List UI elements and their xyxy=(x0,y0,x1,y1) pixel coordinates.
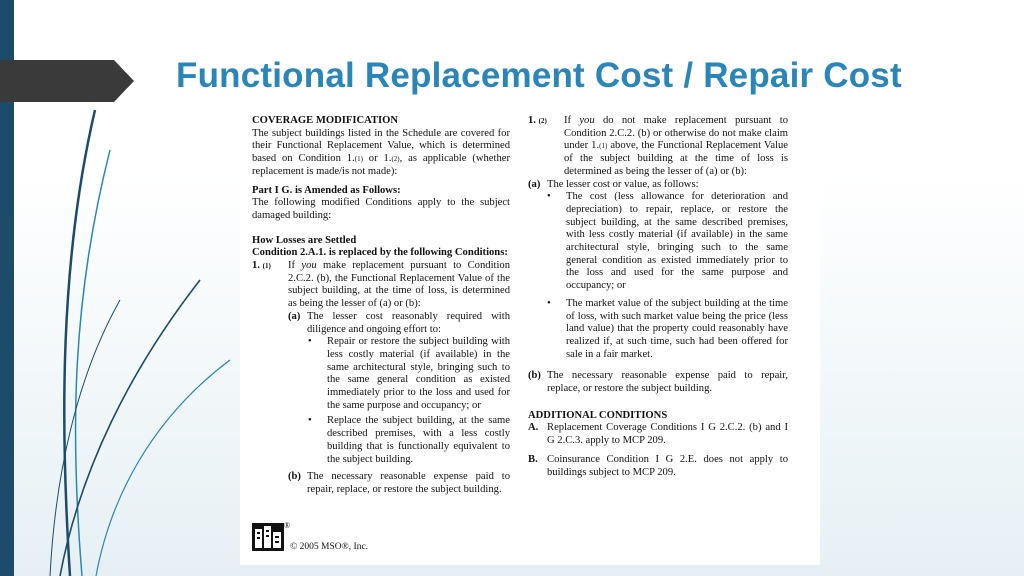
sub-b-text: The necessary reasonable expense paid to repair, replace, or restore the subject building. xyxy=(547,370,788,395)
coverage-paragraph xyxy=(252,128,510,179)
sub-b-text: The necessary reasonable expense paid to repair, replace, or restore the subject building. xyxy=(307,471,510,495)
sub-a-label: (a) xyxy=(528,178,541,190)
mso-logo-icon xyxy=(252,523,284,551)
add-a-text: Replacement Coverage Conditions I G 2.C.2. (b) and I G 2.C.3. apply to MCP 209. xyxy=(547,422,788,447)
bullet-text-2: Replace the subject building, at the same described premises, with a less costly building that is functionally equivalent to the subject building. xyxy=(327,415,510,465)
sub-item-a xyxy=(288,311,510,336)
coverage-sub1: (1) xyxy=(354,155,363,164)
bullet-item: • Repair or restore the subject building with less costly material (if available) in the same architectural style, bringing such to the same general condition as existed immediately prior to the loss and used for the same purpose and occupancy; or xyxy=(308,336,510,411)
item-number: 1. (1) xyxy=(252,260,271,272)
condition-item xyxy=(252,260,510,311)
part-paragraph: The following modified Conditions apply to the subject damaged building: xyxy=(252,197,510,221)
add-b-text: Coinsurance Condition I G 2.E. does not apply to buildings subject to MCP 209. xyxy=(547,453,788,478)
coverage-text-b: or 1. xyxy=(362,153,392,165)
bullet-item: • The cost (less allowance for deterioration and depreciation) to repair, replace, or restore the subject building, at the same described premises, with less costly material (if available) in the same architectural style, bringing such to the same general condition as existed immediately prior to the loss and used for the same purpose and occupancy; or xyxy=(547,191,788,292)
additional-conditions-heading: ADDITIONAL CONDITIONS xyxy=(528,409,668,421)
add-b-label: B. xyxy=(528,453,538,465)
add-a-label: A. xyxy=(528,422,539,434)
coverage-sub2: (2) xyxy=(391,155,400,164)
left-column xyxy=(252,115,510,497)
sub-item-a xyxy=(528,179,788,192)
item-text: If you make replacement pursuant to Condition 2.C.2. (b), the Functional Replacement Value of the subject building, at the time of loss, is determined as being the lesser of (a) or (b): xyxy=(288,260,510,310)
how-losses-heading: How Losses are Settled xyxy=(252,234,357,246)
additional-item-a xyxy=(528,422,788,447)
sub-item-b xyxy=(528,370,788,395)
bullet-item: • The market value of the subject building at the time of loss, with such market value being the price (less land value) that the property could reasonably have realized if, at such time, such had been offered for sale in a fair market. xyxy=(547,297,788,360)
registered-mark: ® xyxy=(284,521,291,530)
item-text: If you do not make replacement pursuant to Condition 2.C.2. (b) or otherwise do not make claim under 1.(1) above, the Functional Replacement Value of the subject building at the time of loss is determined as being the lesser of (a) or (b): xyxy=(564,115,788,177)
coverage-modification-heading: COVERAGE MODIFICATION xyxy=(252,115,399,126)
sub-item-b xyxy=(288,471,510,496)
coverage-text-c: , as applicable (whether replacement is made/is not made): xyxy=(252,153,510,177)
part-heading: Part I G. is Amended as Follows: xyxy=(252,184,401,196)
slide-title: Functional Replacement Cost / Repair Cost xyxy=(176,56,902,95)
sub-a-text: The lesser cost or value, as follows: xyxy=(547,178,699,190)
bullet-text-1: The cost (less allowance for deterioration and depreciation) to repair, replace, or restore the subject building, at the same described premises, with less costly material (if available) in the same architectural style, bringing such to the same general condition as existed immediately prior to the loss and used for the same purpose and occupancy; or xyxy=(566,191,788,292)
bullet-text-2: The market value of the subject building at the time of loss, with such market value being the price (less land value) that the property could reasonably have realized if, at such time, such had been offered for sale in a fair market. xyxy=(566,297,788,360)
item-number: 1. (2) xyxy=(528,115,547,126)
condition-item-2 xyxy=(528,115,788,179)
title-arrow-banner xyxy=(0,60,134,102)
bullet-text-1: Repair or restore the subject building with less costly material (if available) in the same architectural style, bringing such to the same general condition as existed immediately prior to the loss and used for the same purpose and occupancy; or xyxy=(327,336,510,411)
sub-a-label: (a) xyxy=(288,310,301,322)
bullet-item: • Replace the subject building, at the same described premises, with a less costly building that is functionally equivalent to the subject building. xyxy=(308,415,510,465)
sub-b-label: (b) xyxy=(288,471,301,483)
sub-b-label: (b) xyxy=(528,370,541,382)
right-column xyxy=(528,115,788,479)
document-image xyxy=(240,107,820,565)
additional-item-b xyxy=(528,454,788,479)
condition-heading: Condition 2.A.1. is replaced by the following Conditions: xyxy=(252,247,508,259)
sub-a-text: The lesser cost reasonably required with diligence and ongoing effort to: xyxy=(307,310,510,335)
copyright-text: © 2005 MSO®, Inc. xyxy=(290,542,369,552)
coverage-text-a: The subject buildings listed in the Schedule are covered for their Functional Replacement Value, which is determined based on Condition 1. xyxy=(252,127,510,165)
